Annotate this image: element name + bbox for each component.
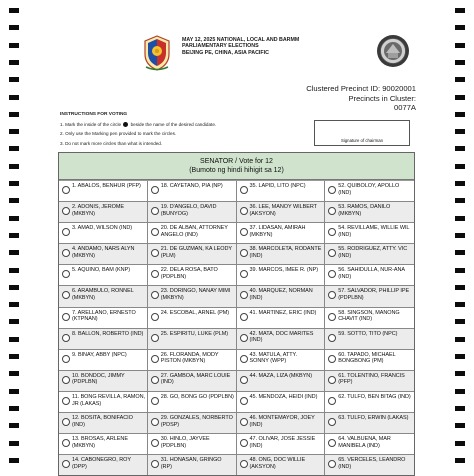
candidate-name: 56. SAHIDULLA, NUR-ANA (IND) [338, 267, 406, 280]
timing-mark [9, 233, 19, 238]
candidate-name: 4. ANDAMO, NARS ALYN (MKBYN) [72, 246, 135, 259]
vote-oval[interactable] [62, 334, 70, 342]
candidate-name: 65. VERCELES, LEANDRO (IND) [338, 457, 406, 470]
candidate-name: 26. FLORANDA, MODY PISTON (MKBYN) [160, 351, 219, 365]
candidate-name: 40. MARQUEZ, NORMAN (IND) [249, 288, 313, 302]
candidate-cell [148, 202, 237, 223]
candidate-cell [325, 455, 414, 476]
vote-oval[interactable] [328, 207, 336, 215]
vote-oval[interactable] [151, 376, 159, 384]
vote-oval[interactable] [62, 418, 70, 426]
candidate-cell [148, 286, 237, 307]
candidate-cell [325, 434, 414, 455]
timing-mark [455, 406, 465, 411]
vote-oval[interactable] [240, 334, 248, 342]
candidate-name: 41. MARTINEZ, ERIC (IND) [249, 309, 317, 316]
candidate-name: 62. TULFO, BEN BITAG (IND) [338, 393, 411, 400]
vote-oval[interactable] [151, 439, 159, 447]
vote-oval[interactable] [240, 355, 248, 363]
timing-mark [9, 25, 19, 30]
voting-instructions [60, 110, 310, 148]
candidate-cell [59, 308, 148, 329]
timing-mark [455, 60, 465, 65]
candidate-name: 19. D'ANGELO, DAVID (BUNYOG) [160, 204, 217, 217]
vote-oval[interactable] [240, 460, 248, 468]
instruction-step-3: 3. Do not mark more circles than what is intended. [60, 140, 163, 146]
candidate-cell [237, 308, 326, 329]
vote-oval[interactable] [62, 186, 70, 194]
timing-mark [9, 371, 19, 376]
candidate-cell [148, 181, 237, 202]
timing-mark [455, 129, 465, 134]
timing-mark [455, 198, 465, 203]
vote-oval[interactable] [240, 439, 248, 447]
timing-mark [9, 129, 19, 134]
timing-mark [9, 112, 19, 117]
precincts-in-cluster-label: Precincts in Cluster: [348, 93, 416, 103]
vote-oval[interactable] [328, 313, 336, 321]
candidate-cell [325, 265, 414, 286]
candidate-cell [148, 350, 237, 371]
candidate-cell [325, 371, 414, 392]
vote-oval[interactable] [151, 291, 159, 299]
candidate-name: 6. ARAMBULO, RONNEL (MKBYN) [72, 288, 134, 302]
candidate-name: 36. LEE, MANOY WILBERT (AKSYON) [249, 204, 317, 217]
timing-mark [9, 406, 19, 411]
vote-oval[interactable] [62, 397, 70, 405]
timing-mark [455, 43, 465, 48]
candidate-cell [325, 202, 414, 223]
candidate-cell [59, 371, 148, 392]
candidate-cell [325, 223, 414, 244]
timing-mark [9, 319, 19, 324]
candidate-cell [237, 350, 326, 371]
timing-mark [455, 216, 465, 221]
candidate-name: 30. HINLO, JAYVEE (PDPLBN) [160, 436, 210, 449]
candidate-cell [237, 286, 326, 307]
candidate-cell [59, 413, 148, 434]
vote-oval[interactable] [151, 418, 159, 426]
vote-oval[interactable] [151, 249, 159, 257]
candidate-cell [148, 371, 237, 392]
timing-mark [455, 25, 465, 30]
vote-oval[interactable] [62, 376, 70, 384]
vote-oval[interactable] [240, 186, 248, 194]
timing-mark [9, 146, 19, 151]
timing-mark [455, 164, 465, 169]
senator-ballot-section [58, 152, 415, 476]
timing-mark [455, 337, 465, 342]
timing-mark [455, 285, 465, 290]
candidate-name: 44. MAZA, LIZA (MKBYN) [249, 372, 312, 379]
candidate-cell [325, 308, 414, 329]
philippine-seal-icon [140, 34, 174, 72]
candidate-cell [148, 455, 237, 476]
candidate-cell [59, 265, 148, 286]
vote-oval[interactable] [62, 249, 70, 257]
candidate-name: 29. GONZALES, NORBERTO (PDSP) [160, 415, 233, 428]
candidate-name: 55. RODRIGUEZ, ATTY. VIC (IND) [338, 246, 408, 259]
candidate-name: 60. TAPADO, MICHAEL BONGBONG (PM) [338, 351, 396, 365]
candidate-name: 39. MARCOS, IMEE R. (NP) [249, 267, 318, 274]
vote-oval[interactable] [240, 228, 248, 236]
candidate-name: 3. AMAD, WILSON (IND) [72, 225, 133, 232]
candidate-cell [325, 392, 414, 413]
signature-box [314, 120, 410, 146]
vote-oval[interactable] [151, 313, 159, 321]
vote-oval[interactable] [328, 249, 336, 257]
candidate-name: 38. MARCOLETA, RODANTE (IND) [249, 246, 322, 259]
vote-oval[interactable] [62, 460, 70, 468]
candidate-cell [148, 434, 237, 455]
vote-oval[interactable] [328, 270, 336, 278]
vote-oval[interactable] [62, 313, 70, 321]
candidate-cell [237, 413, 326, 434]
candidate-name: 47. OLIVAR, JOSE JESSIE (IND) [249, 436, 316, 449]
candidate-cell [148, 413, 237, 434]
candidate-cell [237, 371, 326, 392]
timing-mark [9, 268, 19, 273]
candidate-cell [59, 244, 148, 265]
timing-mark [9, 198, 19, 203]
candidate-cell [325, 350, 414, 371]
comelec-seal-icon [376, 34, 410, 68]
timing-mark [9, 77, 19, 82]
timing-mark [9, 423, 19, 428]
candidate-name: 57. SALVADOR, PHILLIP IPE (PDPLBN) [338, 288, 410, 302]
candidate-name: 24. ESCOBAL, ARNEL (PM) [160, 309, 230, 316]
candidate-name: 10. BONDOC, JIMMY (PDPLBN) [72, 372, 125, 386]
timing-mark [455, 146, 465, 151]
candidate-cell [237, 265, 326, 286]
timing-mark [455, 423, 465, 428]
timing-mark [9, 250, 19, 255]
election-header [182, 37, 382, 56]
candidate-name: 61. TOLENTINO, FRANCIS (PFP) [338, 372, 405, 386]
vote-oval[interactable] [328, 291, 336, 299]
vote-oval[interactable] [62, 207, 70, 215]
timing-mark [455, 112, 465, 117]
candidate-cell [59, 223, 148, 244]
candidate-name: 7. ARELLANO, ERNESTO (KTPNAN) [72, 309, 136, 323]
candidate-name: 21. DE GUZMAN, KA LEODY (PLM) [160, 246, 233, 259]
timing-mark [455, 268, 465, 273]
timing-mark [455, 441, 465, 446]
vote-oval[interactable] [62, 228, 70, 236]
candidate-name: 23. DORINGO, NANAY MIMI (MKBYN) [160, 288, 231, 302]
timing-mark [455, 8, 465, 13]
vote-oval[interactable] [240, 249, 248, 257]
ballot-title: SENATOR / Vote for 12 [200, 157, 273, 165]
candidate-cell [325, 244, 414, 265]
vote-oval[interactable] [328, 376, 336, 384]
candidate-cell [59, 181, 148, 202]
candidate-name: 27. GAMBOA, MARC LOUIE (IND) [160, 372, 231, 386]
candidate-name: 46. MONTEMAYOR, JOEY (IND) [249, 415, 315, 428]
timing-mark [9, 95, 19, 100]
vote-oval[interactable] [240, 207, 248, 215]
timing-mark [9, 285, 19, 290]
candidate-cell [237, 244, 326, 265]
vote-oval[interactable] [240, 376, 248, 384]
candidate-cell [59, 329, 148, 350]
vote-oval[interactable] [240, 313, 248, 321]
vote-oval[interactable] [151, 460, 159, 468]
candidate-name: 12. BOSITA, BONIFACIO (IND) [72, 415, 133, 428]
precincts-in-cluster-value: 0077A [394, 103, 416, 113]
instructions-title: INSTRUCTIONS FOR VOTING [60, 112, 128, 117]
instruction-step-1: 1. Mark the inside of the circle beside the name of the desired candidate. [60, 121, 217, 127]
header-line-2: PARLIAMENTARY ELECTIONS [182, 43, 259, 50]
timing-mark [9, 302, 19, 307]
candidate-name: 48. ONG, DOC WILLIE (AKSYON) [249, 457, 306, 470]
candidate-cell [237, 392, 326, 413]
vote-oval[interactable] [240, 291, 248, 299]
candidate-cell [148, 244, 237, 265]
vote-oval[interactable] [328, 186, 336, 194]
candidate-cell [325, 181, 414, 202]
candidate-name: 58. SINGSON, MANONG CHAVIT (IND) [338, 309, 400, 323]
vote-oval[interactable] [328, 460, 336, 468]
candidate-cell [148, 308, 237, 329]
candidate-cell [325, 329, 414, 350]
timing-mark [9, 164, 19, 169]
vote-oval[interactable] [62, 270, 70, 278]
candidate-cell [325, 286, 414, 307]
vote-oval[interactable] [151, 355, 159, 363]
candidate-cell [59, 286, 148, 307]
candidate-cell [59, 455, 148, 476]
timing-mark [9, 181, 19, 186]
candidate-cell [237, 181, 326, 202]
vote-oval[interactable] [62, 291, 70, 299]
vote-oval[interactable] [151, 397, 159, 405]
ballot-section-header [59, 153, 414, 180]
timing-mark [455, 233, 465, 238]
candidate-name: 42. MATA, DOC MARITES (IND) [249, 330, 314, 344]
timing-mark [455, 77, 465, 82]
candidate-name: 45. MENDOZA, HEIDI (IND) [249, 393, 318, 400]
timing-mark [9, 354, 19, 359]
header-line-3: BEIJING PE, CHINA, ASIA PACIFIC [182, 49, 269, 56]
candidate-name: 53. RAMOS, DANILO (MKBYN) [338, 204, 391, 217]
candidate-grid [59, 180, 414, 476]
timing-mark [455, 458, 465, 463]
timing-mark [9, 216, 19, 221]
timing-mark [9, 458, 19, 463]
candidate-name: 9. BINAY, ABBY (NPC) [72, 351, 127, 358]
timing-mark [455, 354, 465, 359]
vote-oval[interactable] [240, 418, 248, 426]
clustered-precinct-id: Clustered Precinct ID: 90020001 [306, 84, 416, 93]
candidate-name: 11. BONG REVILLA, RAMON, JR (LAKAS) [72, 393, 145, 407]
candidate-cell [148, 223, 237, 244]
vote-oval[interactable] [328, 355, 336, 363]
vote-oval[interactable] [328, 334, 336, 342]
signature-label: Signature of chairman [340, 138, 384, 143]
vote-oval[interactable] [328, 397, 336, 405]
candidate-name: 59. SOTTO, TITO (NPC) [338, 330, 398, 337]
timing-mark [455, 181, 465, 186]
candidate-cell [237, 455, 326, 476]
header-line-1: MAY 12, 2025 NATIONAL, LOCAL AND BARMM [182, 37, 300, 43]
candidate-cell [148, 265, 237, 286]
candidate-name: 13. BROSAS, ARLENE (MKBYN) [72, 436, 128, 449]
vote-oval[interactable] [62, 355, 70, 363]
vote-oval[interactable] [240, 397, 248, 405]
timing-mark [455, 371, 465, 376]
timing-mark [455, 319, 465, 324]
candidate-cell [59, 392, 148, 413]
candidate-name: 18. CAYETANO, PIA (NP) [160, 183, 223, 189]
precinct-info [306, 84, 416, 113]
vote-oval[interactable] [328, 228, 336, 236]
candidate-cell [237, 223, 326, 244]
timing-mark [9, 43, 19, 48]
candidate-name: 5. AQUINO, BAM (KNP) [72, 267, 130, 274]
candidate-name: 43. MATULA, ATTY. SONNY (WPP) [249, 351, 297, 365]
candidate-cell [59, 202, 148, 223]
candidate-name: 37. LIDASAN, AMIRAH (MKBYN) [249, 225, 306, 238]
candidate-name: 52. QUIBOLOY, APOLLO (IND) [338, 183, 400, 196]
timing-mark [455, 95, 465, 100]
candidate-name: 14. CABONEGRO, ROY (DPP) [72, 457, 132, 470]
candidate-name: 64. VALBUENA, MAR MANIBELA (IND) [338, 436, 391, 449]
candidate-name: 25. ESPIRITU, LUKE (PLM) [160, 330, 229, 337]
candidate-name: 22. DELA ROSA, BATO (PDPLBN) [160, 267, 218, 280]
vote-oval[interactable] [151, 270, 159, 278]
candidate-name: 28. GO, BONG GO (PDPLBN) [160, 393, 234, 400]
timing-mark [455, 250, 465, 255]
vote-oval[interactable] [328, 439, 336, 447]
vote-oval[interactable] [151, 334, 159, 342]
candidate-name: 54. REVILLAME, WILLIE WIL (IND) [338, 225, 410, 238]
vote-oval[interactable] [151, 207, 159, 215]
vote-oval[interactable] [151, 186, 159, 194]
candidate-name: 8. BALLON, ROBERTO (IND) [72, 330, 144, 337]
timing-mark [455, 389, 465, 394]
candidate-name: 31. HONASAN, GRINGO (RP) [160, 457, 222, 470]
ballot-subtitle: (Bumoto ng hindi hihigit sa 12) [189, 167, 284, 174]
candidate-name: 35. LAPID, LITO (NPC) [249, 183, 306, 189]
candidate-cell [148, 392, 237, 413]
filled-circle-icon [123, 122, 128, 127]
timing-mark [9, 389, 19, 394]
candidate-name: 20. DE ALBAN, ATTORNEY ANGELO (IND) [160, 225, 228, 238]
timing-mark [9, 441, 19, 446]
candidate-cell [148, 329, 237, 350]
vote-oval[interactable] [240, 270, 248, 278]
timing-mark [455, 302, 465, 307]
candidate-cell [237, 434, 326, 455]
candidate-name: 1. ABALOS, BENHUR (PFP) [72, 183, 141, 189]
vote-oval[interactable] [62, 439, 70, 447]
instruction-step-2: 2. Only use the Marking pen provided to mark the circles. [60, 131, 177, 137]
candidate-cell [237, 329, 326, 350]
candidate-cell [59, 350, 148, 371]
vote-oval[interactable] [151, 228, 159, 236]
timing-mark [9, 8, 19, 13]
candidate-name: 2. ADONIS, JEROME (MKBYN) [72, 204, 125, 217]
candidate-cell [59, 434, 148, 455]
timing-mark [9, 60, 19, 65]
candidate-cell [237, 202, 326, 223]
candidate-name: 63. TULFO, ERWIN (LAKAS) [338, 415, 409, 422]
candidate-cell [325, 413, 414, 434]
vote-oval[interactable] [328, 418, 336, 426]
timing-mark [9, 337, 19, 342]
